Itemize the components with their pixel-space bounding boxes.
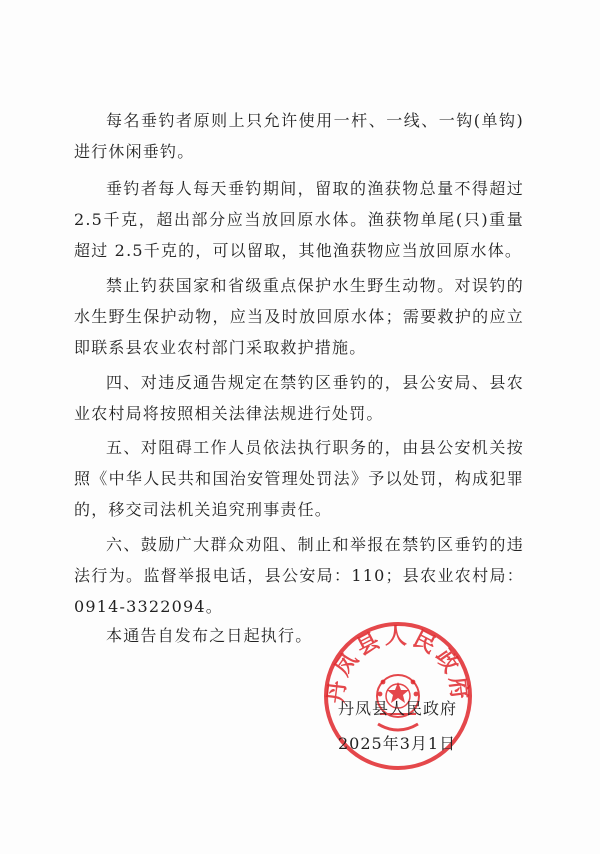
signature-organization: 丹凤县人民政府: [338, 699, 458, 718]
signature-date: 2025年3月1日: [338, 734, 457, 753]
paragraph-catch-limit: 垂钓者每人每天垂钓期间，留取的渔获物总量不得超过2.5千克，超出部分应当放回原水体。渔获物单尾(只)重量超过 2.5千克的，可以留取，其他渔获物应当放回原水体。: [74, 179, 524, 260]
paragraph-protected-species: 禁止钓获国家和省级重点保护水生野生动物。对误钓的水生野生保护动物，应当及时放回原水体；需要救护的应立即联系县农业农村部门采取救护措施。: [74, 276, 524, 357]
paragraph-single-hook-rule: 每名垂钓者原则上只允许使用一杆、一线、一钩(单钩)进行休闲垂钓。: [74, 111, 524, 161]
paragraph-item-five: 五、对阻碍工作人员依法执行职务的，由县公安机关按照《中华人民共和国治安管理处罚法》予以处罚，构成犯罪的，移交司法机关追究刑事责任。: [74, 438, 524, 519]
seal-text: 丹凤县人民政府: [322, 623, 474, 705]
paragraph-item-four: 四、对违反通告规定在禁钓区垂钓的，县公安局、县农业农村局将按照相关法律法规进行处罚。: [74, 373, 524, 423]
paragraph-effective-date: 本通告自发布之日起执行。: [106, 626, 313, 645]
paragraph-item-six: 六、鼓励广大群众劝阻、制止和举报在禁钓区垂钓的违法行为。监督举报电话，县公安局：110；县农业农村局：0914-3322094。: [74, 535, 524, 616]
